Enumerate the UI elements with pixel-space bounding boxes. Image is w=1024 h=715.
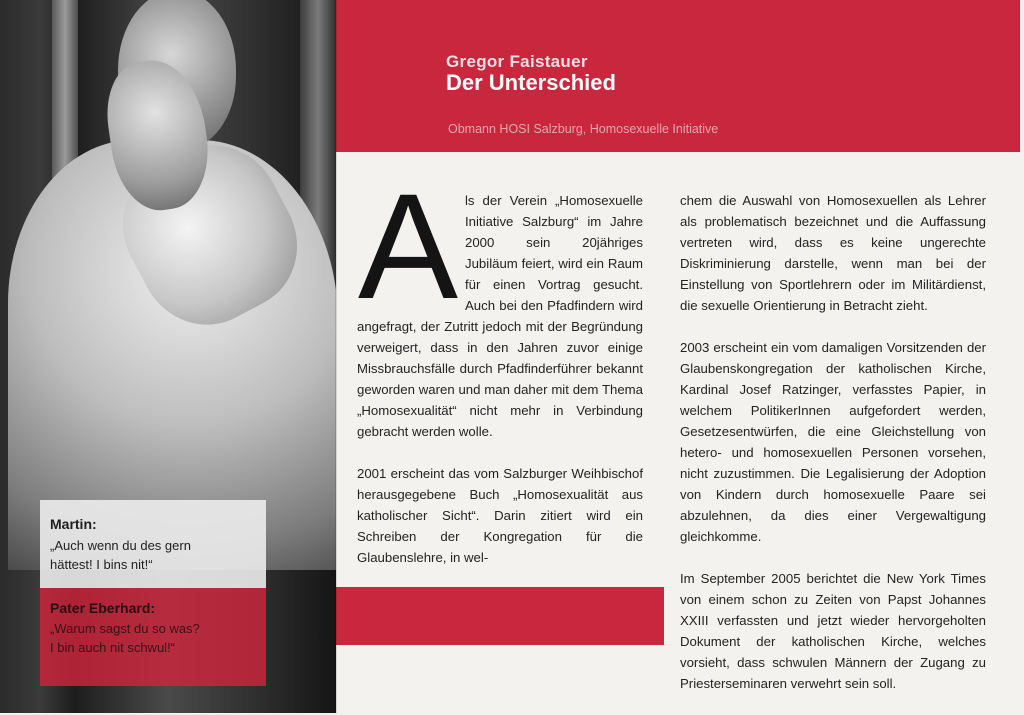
- theatre-photo: [0, 0, 336, 713]
- caption-pater-eberhard: [40, 588, 266, 686]
- article-subtitle: Obmann HOSI Salzburg, Homosexuelle Initiative: [448, 122, 719, 136]
- caption-martin-quote: [50, 536, 260, 574]
- caption-pater-quote-line-1: „Warum sagst du so was?: [50, 621, 200, 636]
- caption-martin-quote-line-1: „Auch wenn du des gern: [50, 538, 191, 553]
- caption-pater-quote-line-2: I bin auch nit schwul!“: [50, 640, 176, 655]
- paragraph-1: [357, 162, 643, 442]
- article-header-band: [336, 0, 1020, 152]
- article-column-right: [680, 190, 986, 715]
- paragraph-5: Im September 2005 berichtet die New York Times von einem schon zu Zeiten von Papst Johannes XXIII verfassten und jetzt wieder hervorgeholten Dokument der katholischen Kirche, welches vorsieht, dass schwulen Männern der Zugang zu Priesterseminaren verwehrt sein soll.: [680, 571, 986, 691]
- paragraph-3: chem die Auswahl von Homosexuellen als Lehrer als problematisch bezeichnet und die Auffassung vertreten wird, dass es keine ungerechte Diskriminierung darstelle, wenn man bei der Einstellung von Sportlehrern oder im Militärdienst, die sexuelle Orientierung in Betracht zieht.: [680, 193, 986, 313]
- caption-martin-name: Martin:: [50, 516, 97, 532]
- caption-martin-quote-line-2: hättest! I bins nit!“: [50, 557, 153, 572]
- article-title: Der Unterschied: [446, 70, 616, 95]
- drop-cap: A: [357, 162, 459, 330]
- article-column-left: [357, 162, 643, 589]
- paragraph-2: 2001 erscheint das vom Salzburger Weihbischof herausgegebene Buch „Homosexualität aus katholischer Sicht“. Darin zitiert wird ein Schreiben der Kongregation für die Glaubenslehre, in wel-: [357, 466, 643, 565]
- caption-martin: [40, 500, 266, 588]
- paragraph-4: 2003 erscheint ein vom damaligen Vorsitzenden der Glaubenskongregation der katholischen Kirche, Kardinal Josef Ratzinger, verfasstes Papier, in welchem PolitikerInnen aufgefordert werden, Gesetzesentwürfen, die eine Gleichstellung von hetero- und homosexuellen Personen vorsehen, nicht zuzustimmen. Die Legalisierung der Adoption von Kindern durch homosexuelle Paare sei abzulehnen, da dies einer Vergewaltigung gleichkomme.: [680, 340, 986, 544]
- caption-pater-name: Pater Eberhard:: [50, 600, 156, 616]
- decorative-red-band: [336, 587, 664, 645]
- article-page: [336, 0, 1024, 713]
- article-author: Gregor Faistauer: [446, 52, 588, 71]
- paragraph-1-text: ls der Verein „Homosexuelle Initiative Salzburg“ im Jahre 2000 sein 20jähriges Jubiläum feiert, wird ein Raum für einen Vortrag gesucht. Auch bei den Pfadfindern wird angefragt, der Zutritt jedoch mit der Begründung verweigert, dass in den Jahren zuvor einige Missbrauchsfälle durch Pfadfinderführer bekannt geworden waren und man daher mit dem Thema „Homosexualität“ nicht mehr in Verbindung gebracht werden wolle.: [357, 193, 643, 439]
- page-fold: [335, 0, 337, 713]
- caption-pater-quote: [50, 619, 260, 657]
